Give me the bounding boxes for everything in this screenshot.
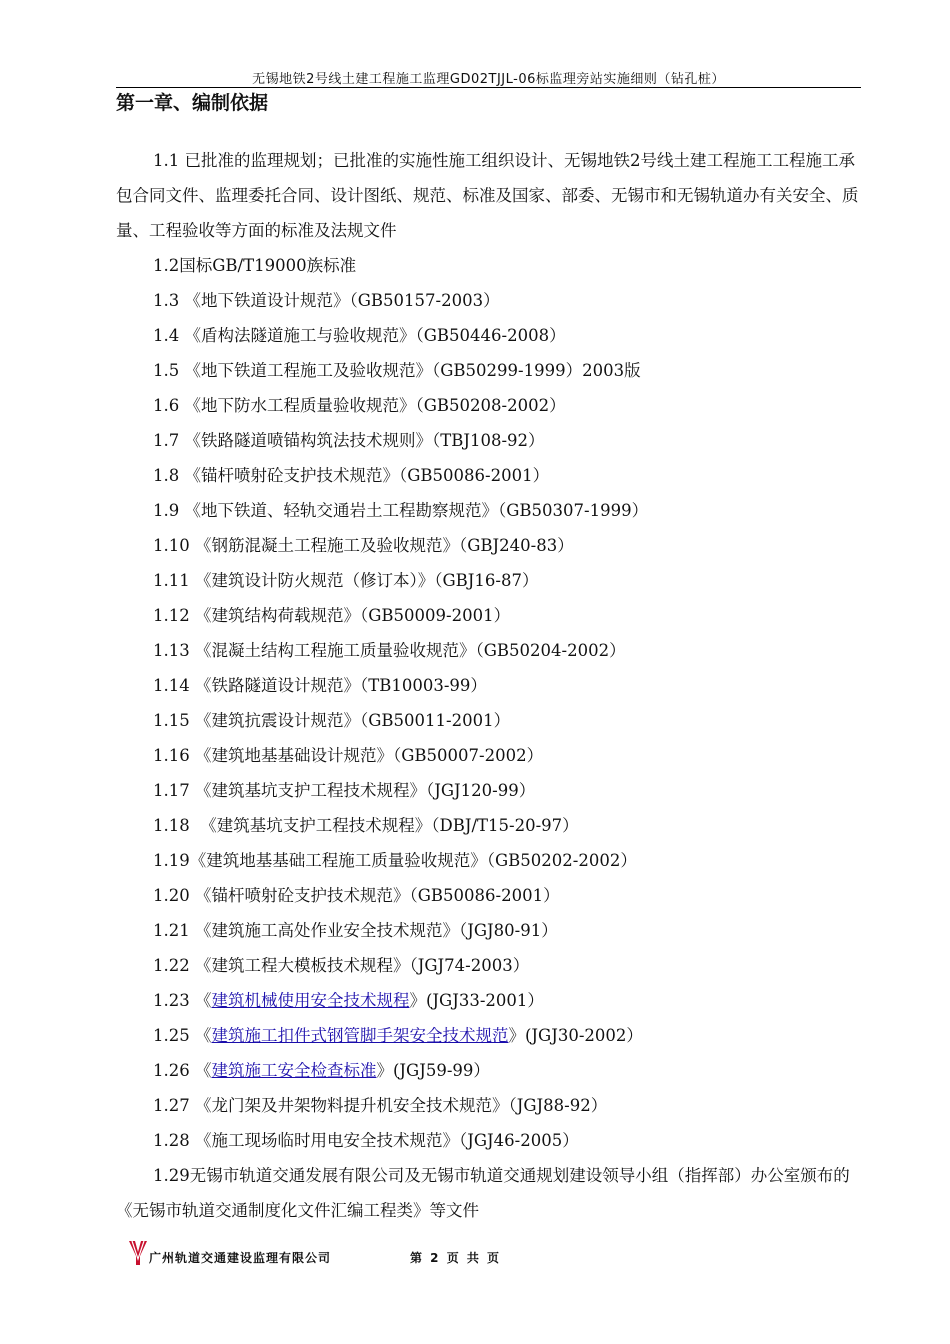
document-body (116, 143, 862, 1228)
list-item-1-23 (116, 983, 862, 1018)
list-item-1-25 (116, 1018, 862, 1053)
item-suffix: 》(JGJ30-2002） (508, 1026, 643, 1045)
list-item-1-6: 1.6 《地下防水工程质量验收规范》（GB50208-2002） (153, 396, 566, 415)
list-item-1-13: 1.13 《混凝土结构工程施工质量验收规范》（GB50204-2002） (153, 641, 626, 660)
footer-company: 广州轨道交通建设监理有限公司 (149, 1251, 332, 1265)
item-prefix: 1.25 《 (153, 1026, 212, 1045)
list-item-1-11: 1.11 《建筑设计防火规范（修订本）》（GBJ16-87） (153, 571, 539, 590)
list-item-1-8: 1.8 《锚杆喷射砼支护技术规范》（GB50086-2001） (153, 466, 550, 485)
standard-link[interactable]: 建筑机械使用安全技术规程 (211, 991, 410, 1010)
list-item-1-14: 1.14 《铁路隧道设计规范》（TB10003-99） (153, 676, 487, 695)
list-item-1-17: 1.17 《建筑基坑支护工程技术规程》（JGJ120-99） (153, 781, 536, 800)
list-item-1-19: 1.19《建筑地基基础工程施工质量验收规范》（GB50202-2002） (153, 851, 637, 870)
list-item-1-15: 1.15 《建筑抗震设计规范》（GB50011-2001） (153, 711, 511, 730)
list-item-1-4: 1.4 《盾构法隧道施工与验收规范》（GB50446-2008） (153, 326, 566, 345)
standard-link[interactable]: 建筑施工扣件式钢管脚手架安全技术规范 (211, 1026, 509, 1045)
footer-page-number: 第 2 页 共 页 (410, 1251, 500, 1265)
item-suffix: 》(JGJ33-2001） (409, 991, 544, 1010)
item-suffix: 》(JGJ59-99） (376, 1061, 490, 1080)
list-item-1-7: 1.7 《铁路隧道喷锚构筑法技术规则》（TBJ108-92） (153, 431, 545, 450)
running-header: 无锡地铁2号线土建工程施工监理GD02TJJL-06标监理旁站实施细则（钻孔桩） (252, 72, 725, 87)
item-prefix: 1.26 《 (153, 1061, 212, 1080)
list-item-1-28: 1.28 《施工现场临时用电安全技术规范》（JGJ46-2005） (153, 1131, 579, 1150)
list-item-1-9: 1.9 《地下铁道、轻轨交通岩土工程勘察规范》（GB50307-1999） (153, 501, 649, 520)
list-item-1-22: 1.22 《建筑工程大模板技术规程》（JGJ74-2003） (153, 956, 530, 975)
list-item-1-12: 1.12 《建筑结构荷载规范》（GB50009-2001） (153, 606, 511, 625)
list-item-1-27: 1.27 《龙门架及井架物料提升机安全技术规范》（JGJ88-92） (153, 1096, 608, 1115)
list-item-1-18: 1.18 《建筑基坑支护工程技术规程》（DBJ/T15-20-97） (153, 816, 579, 835)
list-item-1-20: 1.20 《锚杆喷射砼支护技术规范》（GB50086-2001） (153, 886, 560, 905)
list-item-1-2: 1.2国标GB/T19000族标准 (153, 256, 357, 275)
list-item-1-3: 1.3 《地下铁道设计规范》（GB50157-2003） (153, 291, 500, 310)
list-item-1-5: 1.5 《地下铁道工程施工及验收规范》（GB50299-1999）2003版 (153, 361, 641, 380)
paragraph-1-29: 1.29无锡市轨道交通发展有限公司及无锡市轨道交通规划建设领导小组（指挥部）办公室颁布的《无锡市轨道交通制度化文件汇编工程类》等文件 (116, 1166, 850, 1220)
list-item-1-21: 1.21 《建筑施工高处作业安全技术规范》（JGJ80-91） (153, 921, 558, 940)
standard-link[interactable]: 建筑施工安全检查标准 (211, 1061, 377, 1080)
chapter-title: 第一章、编制依据 (116, 92, 269, 114)
rail-logo-icon (127, 1240, 149, 1266)
list-item-1-16: 1.16 《建筑地基基础设计规范》（GB50007-2002） (153, 746, 544, 765)
item-prefix: 1.23 《 (153, 991, 212, 1010)
list-item-1-10: 1.10 《钢筋混凝土工程施工及验收规范》（GBJ240-83） (153, 536, 574, 555)
paragraph-1-1: 1.1 已批准的监理规划；已批准的实施性施工组织设计、无锡地铁2号线土建工程施工工程施工承包合同文件、监理委托合同、设计图纸、规范、标准及国家、部委、无锡市和无锡轨道办有关安全、质量、工程验收等方面的标准及法规文件 (116, 151, 859, 240)
list-item-1-26 (116, 1053, 862, 1088)
